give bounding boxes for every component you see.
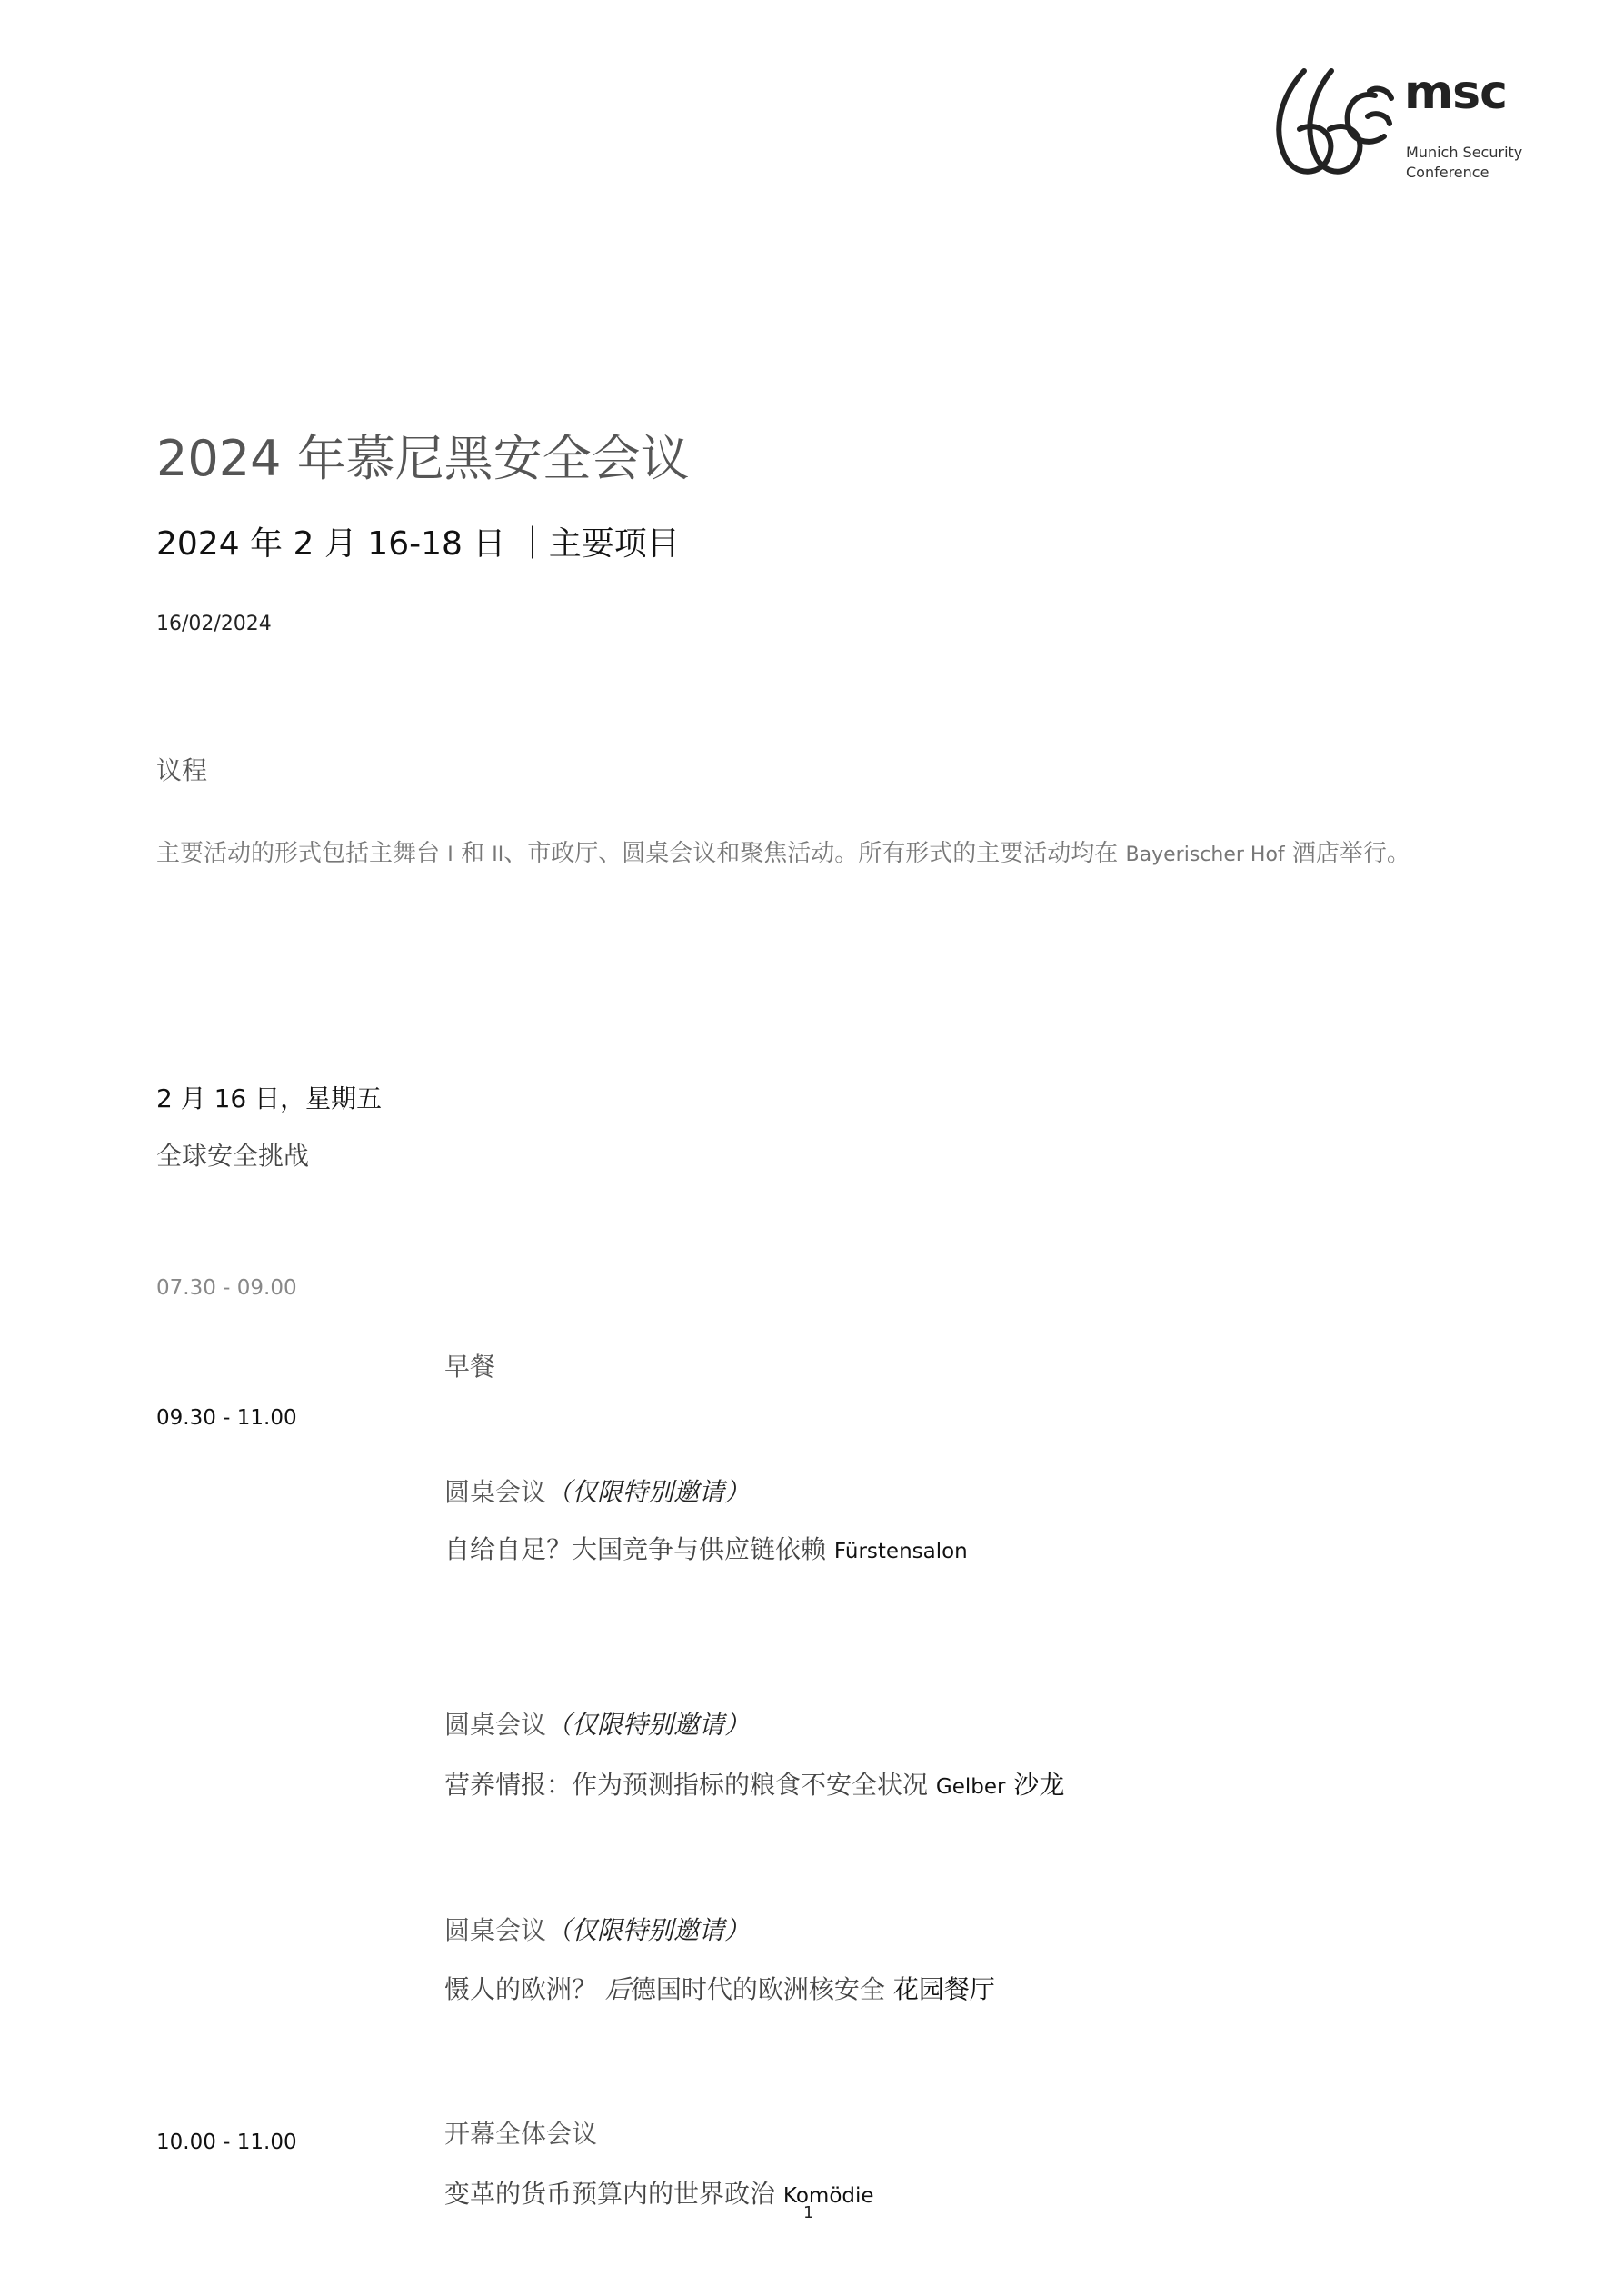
roundtable-1-venue: Fürstensalon [833,1540,968,1563]
logo-line-2: Conference [1406,164,1489,181]
roundtable-1-title-text: 自给自足？大国竞争与供应链依赖 [444,1534,834,1564]
intro-hotel-name: Bayerischer Hof [1125,844,1285,866]
document-subtitle: 2024 年 2 月 16-18 日 ｜主要项目 [156,525,680,563]
intro-text-1: 主要活动的形式包括主舞台 [156,840,448,867]
opening-plenary-label: 开幕全体会议 [444,2119,598,2149]
roundtable-2-title-text: 营养情报：作为预测指标的粮食不安全状况 [444,1770,936,1800]
opening-plenary-venue: Komödie [782,2184,874,2208]
schedule-label-breakfast: 早餐 [444,1352,496,1382]
intro-text-4: 酒店举行。 [1284,840,1410,867]
schedule-time-opening: 10.00 - 11.00 [156,2131,297,2154]
roundtable-1-type: 圆桌会议 [444,1477,547,1507]
document-date: 16/02/2024 [156,613,272,635]
opening-plenary-title-text: 变革的货币预算内的世界政治 [444,2179,783,2209]
msc-logo-mark [1268,64,1404,191]
roundtable-3-title-text-2: 德国时代的欧洲核安全 [630,1974,893,2004]
roundtable-3-type: 圆桌会议 [444,1915,547,1945]
roundtable-2-note: （仅限特别邀请） [546,1710,751,1740]
schedule-time-breakfast: 07.30 - 09.00 [156,1276,297,1300]
roundtable-3-title-text-1: 慑人的欧洲？ [444,1974,605,2004]
roundtable-1-note: （仅限特别邀请） [546,1477,751,1507]
day-heading: 2 月 16 日，星期五 [156,1083,383,1113]
roundtable-2-venue-latin: Gelber [935,1775,1006,1799]
roundtable-2-type: 圆桌会议 [444,1710,547,1740]
document-title: 2024 年慕尼黑安全会议 [156,430,690,487]
roundtable-2-title [444,1765,1064,1802]
roundtable-3-venue: 花园餐厅 [892,1974,995,2004]
intro-text-3: 、市政厅、圆桌会议和聚焦活动。所有形式的主要活动均在 [503,840,1126,867]
roundtable-1-title [444,1530,968,1566]
day-theme: 全球安全挑战 [156,1141,310,1171]
logo-wordmark: msc [1404,65,1507,120]
roundtable-3-label [444,1911,750,1947]
intro-text-2: 和 [453,840,493,867]
intro-stage-ii: II [492,844,504,866]
agenda-heading: 议程 [156,755,208,785]
msc-logo [1268,64,1540,191]
agenda-intro [156,812,1474,897]
intro-stage-i: I [447,844,453,866]
roundtable-3-title [444,1970,995,2006]
roundtable-3-note: （仅限特别邀请） [546,1915,751,1945]
roundtable-3-title-italic: 后 [604,1974,631,2004]
roundtable-2-label [444,1705,750,1742]
roundtable-1-label [444,1472,750,1509]
logo-line-1: Munich Security [1406,144,1523,161]
roundtable-2-venue-cjk: 沙龙 [1005,1770,1065,1800]
page-number: 1 [803,2203,814,2222]
schedule-time-roundtables: 09.30 - 11.00 [156,1406,297,1430]
